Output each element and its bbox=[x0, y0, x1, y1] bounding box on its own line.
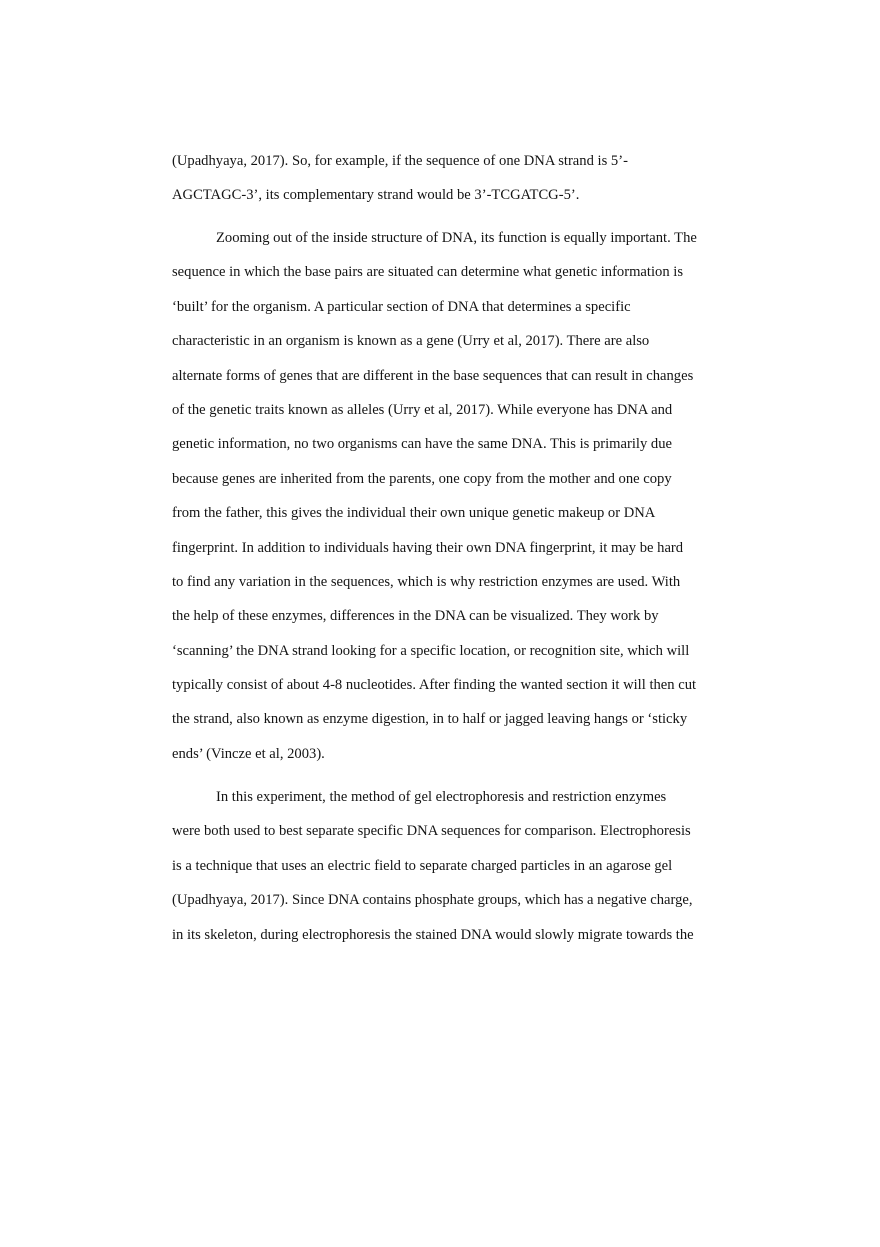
text-line: the strand, also known as enzyme digestion, in to half or jagged leaving hangs or ‘sticky bbox=[172, 711, 688, 728]
text-line: of the genetic traits known as alleles (Urry et al, 2017). While everyone has DNA and bbox=[172, 401, 673, 418]
text-line: is a technique that uses an electric field to separate charged particles in an agarose gel bbox=[172, 857, 673, 874]
text-line: from the father, this gives the individual their own unique genetic makeup or DNA bbox=[172, 505, 656, 522]
text-line: AGCTAGC-3’, its complementary strand would be 3’-TCGATCG-5’. bbox=[172, 187, 580, 204]
text-line: In this experiment, the method of gel electrophoresis and restriction enzymes bbox=[216, 789, 667, 805]
paragraph-3 bbox=[172, 780, 712, 952]
text-line: ‘scanning’ the DNA strand looking for a specific location, or recognition site, which will bbox=[172, 642, 690, 659]
text-line: ends’ (Vincze et al, 2003). bbox=[172, 745, 325, 762]
text-line: Zooming out of the inside structure of DNA, its function is equally important. The bbox=[216, 230, 697, 246]
text-line: characteristic in an organism is known as a gene (Urry et al, 2017). There are also bbox=[172, 333, 650, 350]
text-line: were both used to best separate specific DNA sequences for comparison. Electrophoresis bbox=[172, 823, 691, 840]
text-line: (Upadhyaya, 2017). So, for example, if the sequence of one DNA strand is 5’- bbox=[172, 153, 628, 169]
text-line: the help of these enzymes, differences in the DNA can be visualized. They work by bbox=[172, 608, 659, 625]
paragraph-2 bbox=[172, 221, 712, 771]
text-line: fingerprint. In addition to individuals having their own DNA fingerprint, it may be hard bbox=[172, 539, 684, 556]
text-line: to find any variation in the sequences, which is why restriction enzymes are used. With bbox=[172, 573, 681, 590]
text-line: typically consist of about 4-8 nucleotides. After finding the wanted section it will then cut bbox=[172, 677, 697, 694]
text-line: alternate forms of genes that are different in the base sequences that can result in changes bbox=[172, 367, 694, 384]
text-line: because genes are inherited from the parents, one copy from the mother and one copy bbox=[172, 470, 672, 487]
text-line: (Upadhyaya, 2017). Since DNA contains phosphate groups, which has a negative charge, bbox=[172, 892, 693, 909]
text-line: genetic information, no two organisms can have the same DNA. This is primarily due bbox=[172, 436, 672, 453]
text-line: in its skeleton, during electrophoresis the stained DNA would slowly migrate towards the bbox=[172, 926, 694, 943]
text-line: sequence in which the base pairs are situated can determine what genetic information is bbox=[172, 264, 683, 281]
text-line: ‘built’ for the organism. A particular section of DNA that determines a specific bbox=[172, 298, 631, 315]
paragraph-1 bbox=[172, 144, 712, 213]
